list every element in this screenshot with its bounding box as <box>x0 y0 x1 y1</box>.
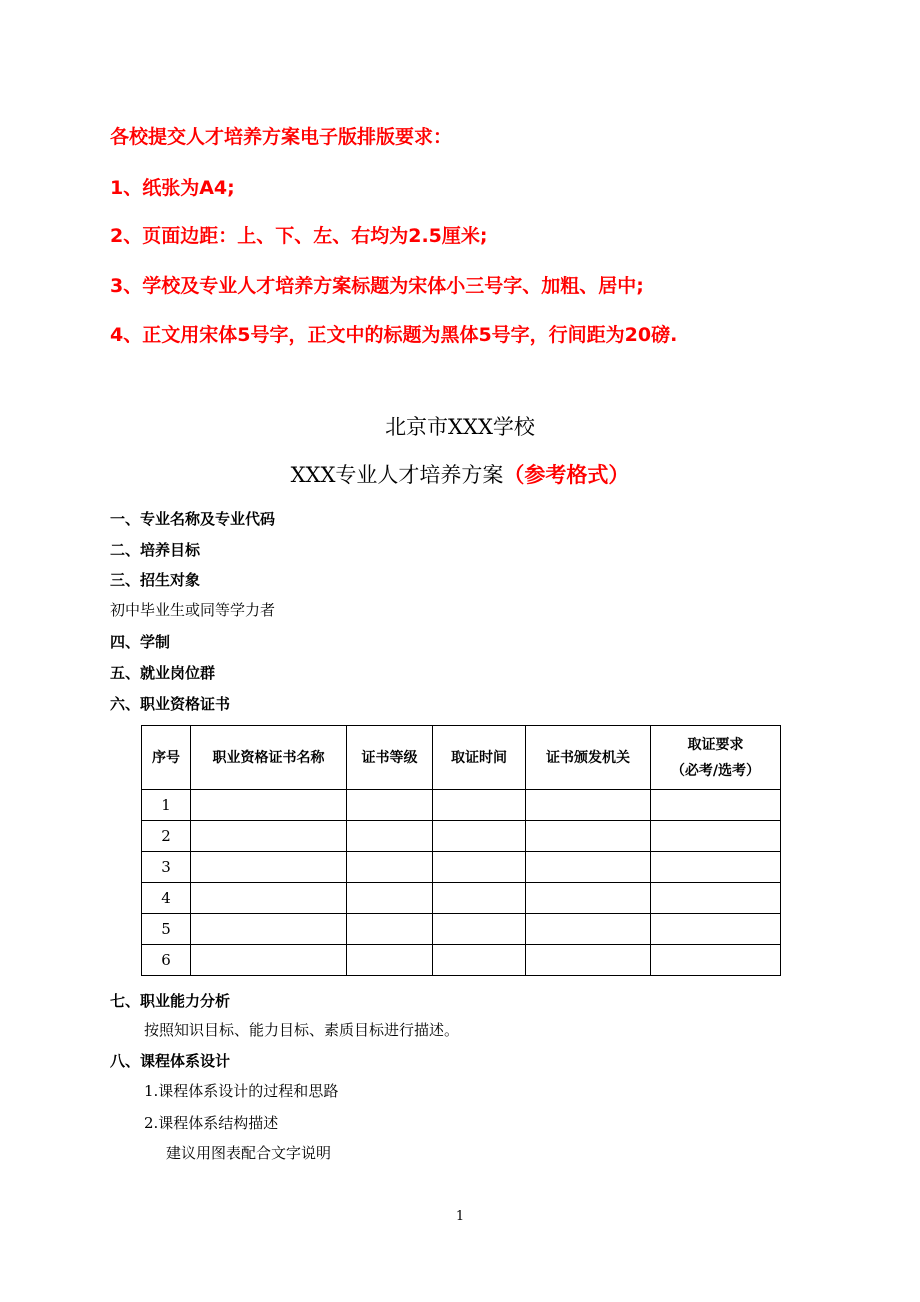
requirement-item-2: 2、页面边距：上、下、左、右均为2.5厘米; <box>110 225 488 247</box>
table-cell <box>347 790 433 821</box>
section-4-heading: 四、学制 <box>110 633 171 651</box>
table-cell <box>433 914 526 945</box>
table-cell <box>433 945 526 976</box>
section-8-item-2-body: 建议用图表配合文字说明 <box>166 1144 332 1162</box>
row-number: 1 <box>142 790 191 821</box>
table-cell <box>526 945 651 976</box>
table-cell <box>526 790 651 821</box>
table-cell <box>347 821 433 852</box>
section-3-body: 初中毕业生或同等学力者 <box>110 601 276 619</box>
table-row <box>142 821 781 852</box>
header-obtain-time: 取证时间 <box>433 726 526 790</box>
table-cell <box>526 914 651 945</box>
table-cell <box>191 852 347 883</box>
row-number: 6 <box>142 945 191 976</box>
table-cell <box>651 821 781 852</box>
table-cell <box>651 914 781 945</box>
section-8-item-1: 1.课程体系设计的过程和思路 <box>144 1082 339 1100</box>
header-requirement <box>651 726 781 790</box>
table-cell <box>433 790 526 821</box>
section-3-heading: 三、招生对象 <box>110 571 201 589</box>
requirements-heading: 各校提交人才培养方案电子版排版要求： <box>110 126 453 148</box>
certificate-table <box>141 725 781 976</box>
table-row <box>142 945 781 976</box>
header-seq: 序号 <box>142 726 191 790</box>
page-number: 1 <box>455 1209 465 1224</box>
section-8-item-2: 2.课程体系结构描述 <box>144 1114 279 1132</box>
plan-title-text: XXX专业人才培养方案 <box>290 463 504 487</box>
table-cell <box>526 883 651 914</box>
table-row <box>142 790 781 821</box>
table-cell <box>526 821 651 852</box>
header-cert-level: 证书等级 <box>347 726 433 790</box>
plan-title-note: （参考格式） <box>503 463 630 487</box>
section-2-heading: 二、培养目标 <box>110 541 201 559</box>
header-issuing-authority: 证书颁发机关 <box>526 726 651 790</box>
header-requirement-label: 取证要求 <box>687 736 744 753</box>
row-number: 2 <box>142 821 191 852</box>
requirement-item-1: 1、纸张为A4; <box>110 177 235 199</box>
table-cell <box>191 945 347 976</box>
table-cell <box>651 852 781 883</box>
table-cell <box>191 790 347 821</box>
header-cert-name: 职业资格证书名称 <box>191 726 347 790</box>
requirement-item-3: 3、学校及专业人才培养方案标题为宋体小三号字、加粗、居中; <box>110 275 644 297</box>
table-cell <box>191 914 347 945</box>
table-cell <box>433 821 526 852</box>
row-number: 5 <box>142 914 191 945</box>
table-cell <box>651 790 781 821</box>
table-cell <box>191 821 347 852</box>
row-number: 3 <box>142 852 191 883</box>
section-1-heading: 一、专业名称及专业代码 <box>110 510 276 528</box>
requirement-item-4: 4、正文用宋体5号字，正文中的标题为黑体5号字，行间距为20磅. <box>110 324 678 346</box>
plan-title <box>0 459 920 489</box>
table-cell <box>347 914 433 945</box>
table-cell <box>347 883 433 914</box>
section-8-heading: 八、课程体系设计 <box>110 1052 231 1070</box>
section-7-heading: 七、职业能力分析 <box>110 992 231 1010</box>
table-cell <box>651 883 781 914</box>
table-cell <box>347 945 433 976</box>
table-header-row <box>142 726 781 790</box>
table-cell <box>433 883 526 914</box>
row-number: 4 <box>142 883 191 914</box>
table-cell <box>651 945 781 976</box>
section-7-body: 按照知识目标、能力目标、素质目标进行描述。 <box>144 1021 460 1039</box>
section-6-heading: 六、职业资格证书 <box>110 695 231 713</box>
table-cell <box>347 852 433 883</box>
table-cell <box>191 883 347 914</box>
table-cell <box>526 852 651 883</box>
section-5-heading: 五、就业岗位群 <box>110 664 216 682</box>
header-requirement-note: （必考/选考） <box>670 762 761 779</box>
table-cell <box>433 852 526 883</box>
school-title: 北京市XXX学校 <box>385 415 535 439</box>
table-row <box>142 883 781 914</box>
table-row <box>142 852 781 883</box>
table-row <box>142 914 781 945</box>
